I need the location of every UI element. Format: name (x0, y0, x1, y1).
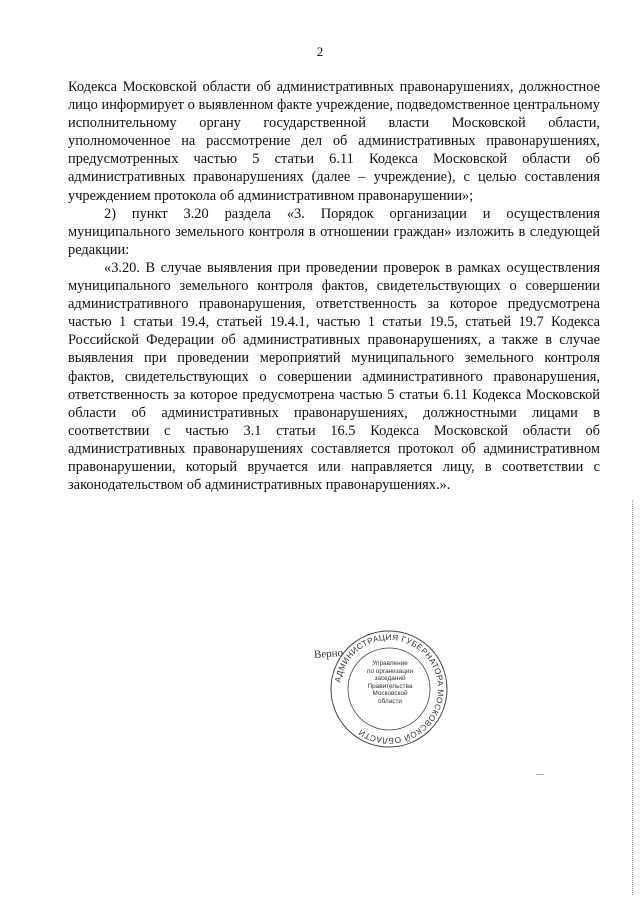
stamp-line: Управление (372, 660, 408, 667)
stamp-line: заседаний (374, 675, 406, 683)
stamp-line: области (378, 697, 402, 705)
official-stamp (328, 628, 450, 750)
paragraph-item-2: 2) пункт 3.20 раздела «3. Порядок организации и осуществления муниципального земельного контроля в отношении граждан» изложить в следующей редакции: (68, 205, 600, 258)
stamp-ring-text: АДМИНИСТРАЦИЯ ГУБЕРНАТОРА МОСКОВСКОЙ ОБЛАСТИ (333, 632, 446, 746)
stamp-line: по организации (366, 667, 414, 675)
paragraph-continuation: Кодекса Московской области об административных правонарушениях, должностное лицо информирует о выявленном факте учреждение, подведомственное центральному исполнительному органу государственной власти Московской области, уполномоченное на рассмотрение дел об административных правонарушениях, предусмотренных частью 5 статьи 6.11 Кодекса Московской области об административных правонарушениях (далее – учреждение), с целью составления учреждением протокола об административном правонарушении»; (68, 79, 600, 204)
stamp-verno-label: Верно (313, 646, 344, 662)
paragraph-quoted-clause: «3.20. В случае выявления при проведении проверок в рамках осуществления муниципального земельного контроля фактов, свидетельствующих о совершении административного правонарушения, ответственность за которое предусмотрена частью 1 статьи 19.4, статьей 19.4.1, частью 1 статьи 19.5, статьей 19.7 Кодекса Российской Федерации об административных правонарушениях, а также в случае выявления при проведении мероприятий муниципального земельного контроля фактов, свидетельствующих о совершении административного правонарушения, ответственность за которое предусмотрена частью 5 статьи 6.11 Кодекса Московской области об административных правонарушениях, должностными лицами в соответствии с частью 3.1 статьи 16.5 Кодекса Московской области об административных правонарушениях составляется протокол об административном правонарушении, который вручается или направляется лицу, в соответствии с законодательством об административных правонарушениях.». (68, 259, 600, 494)
scan-speck (536, 774, 544, 775)
scan-margin-line (632, 500, 634, 895)
page-number: 2 (316, 44, 324, 59)
document-body (68, 78, 600, 494)
stamp-inner-text (362, 660, 418, 706)
stamp-line: Московской (372, 690, 408, 698)
stamp-line: Правительства (367, 682, 413, 690)
